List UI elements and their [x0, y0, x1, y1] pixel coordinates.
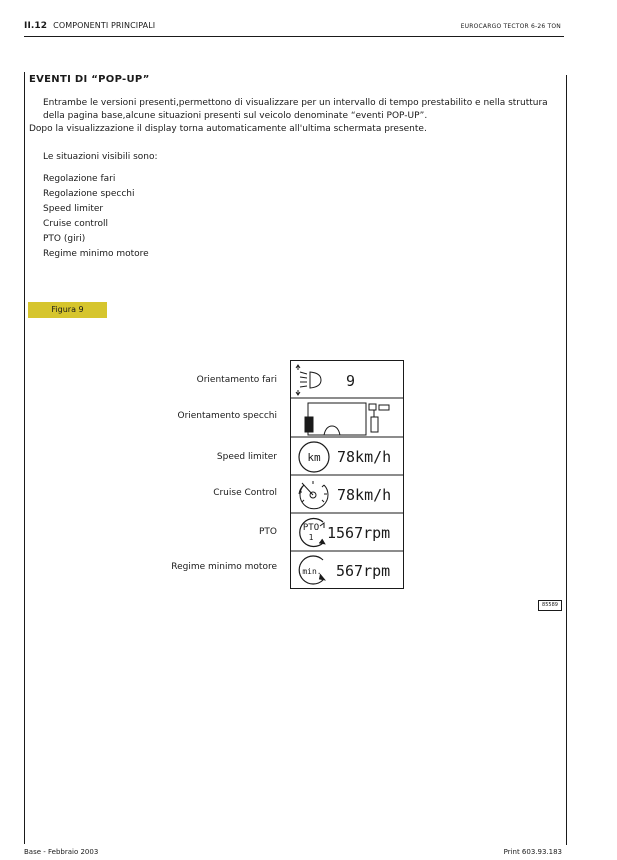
list-item: PTO (giri)	[43, 234, 86, 244]
page-header-left	[24, 21, 155, 31]
left-margin-rule	[24, 72, 25, 844]
speed-limiter-icon-text: km	[307, 451, 321, 464]
popup-display-figure	[290, 360, 404, 589]
speed-limiter-value: 78km/h	[337, 448, 392, 466]
page-number: II.12	[24, 21, 48, 31]
section-heading: EVENTI DI “POP-UP”	[29, 74, 150, 85]
row-label-pto: PTO	[258, 527, 277, 537]
list-item: Regime minimo motore	[43, 249, 149, 259]
figure-label: Figura 9	[28, 302, 107, 318]
right-margin-rule	[566, 75, 567, 845]
row-label-cruise-control: Cruise Control	[213, 488, 277, 498]
idle-speed-icon-text: min.	[302, 567, 322, 576]
list-item: Regolazione specchi	[43, 189, 135, 199]
header-rule	[24, 36, 564, 37]
row-label-mirrors: Orientamento specchi	[177, 411, 277, 421]
intro-paragraph	[29, 97, 565, 136]
pto-icon-subtext: 1	[308, 533, 314, 542]
headlight-level-value: 9	[346, 372, 356, 390]
situations-intro: Le situazioni visibili sono:	[43, 152, 158, 162]
idle-rpm-value: 567rpm	[336, 562, 391, 580]
section-title: COMPONENTI PRINCIPALI	[53, 21, 156, 30]
pto-rpm-value: 1567rpm	[327, 524, 391, 542]
paragraph-2: Dopo la visualizzazione il display torna automaticamente all'ultima schermata presente.	[29, 124, 427, 134]
list-item: Regolazione fari	[43, 174, 116, 184]
footer-print-code: Print 603.93.183	[503, 848, 562, 856]
list-item: Cruise controll	[43, 219, 108, 229]
figure-code: 85589	[538, 600, 562, 611]
pto-icon-text: PTO	[302, 523, 320, 533]
list-item: Speed limiter	[43, 204, 104, 214]
paragraph-1: Entrambe le versioni presenti,permettono di visualizzare per un intervallo di tempo prestabilito e nella struttura della pagina base,alcune situazioni presenti sul veicolo denominate “eventi POP-UP”.	[43, 98, 548, 121]
footer-edition: Base - Febbraio 2003	[24, 848, 99, 856]
manual-title: EUROCARGO TECTOR 6-26 TON	[460, 23, 561, 30]
situations-list	[43, 172, 149, 262]
row-label-speed-limiter: Speed limiter	[216, 452, 277, 462]
row-label-idle-speed: Regime minimo motore	[171, 562, 277, 572]
cruise-control-value: 78km/h	[337, 486, 392, 504]
row-label-headlights: Orientamento fari	[196, 375, 277, 385]
